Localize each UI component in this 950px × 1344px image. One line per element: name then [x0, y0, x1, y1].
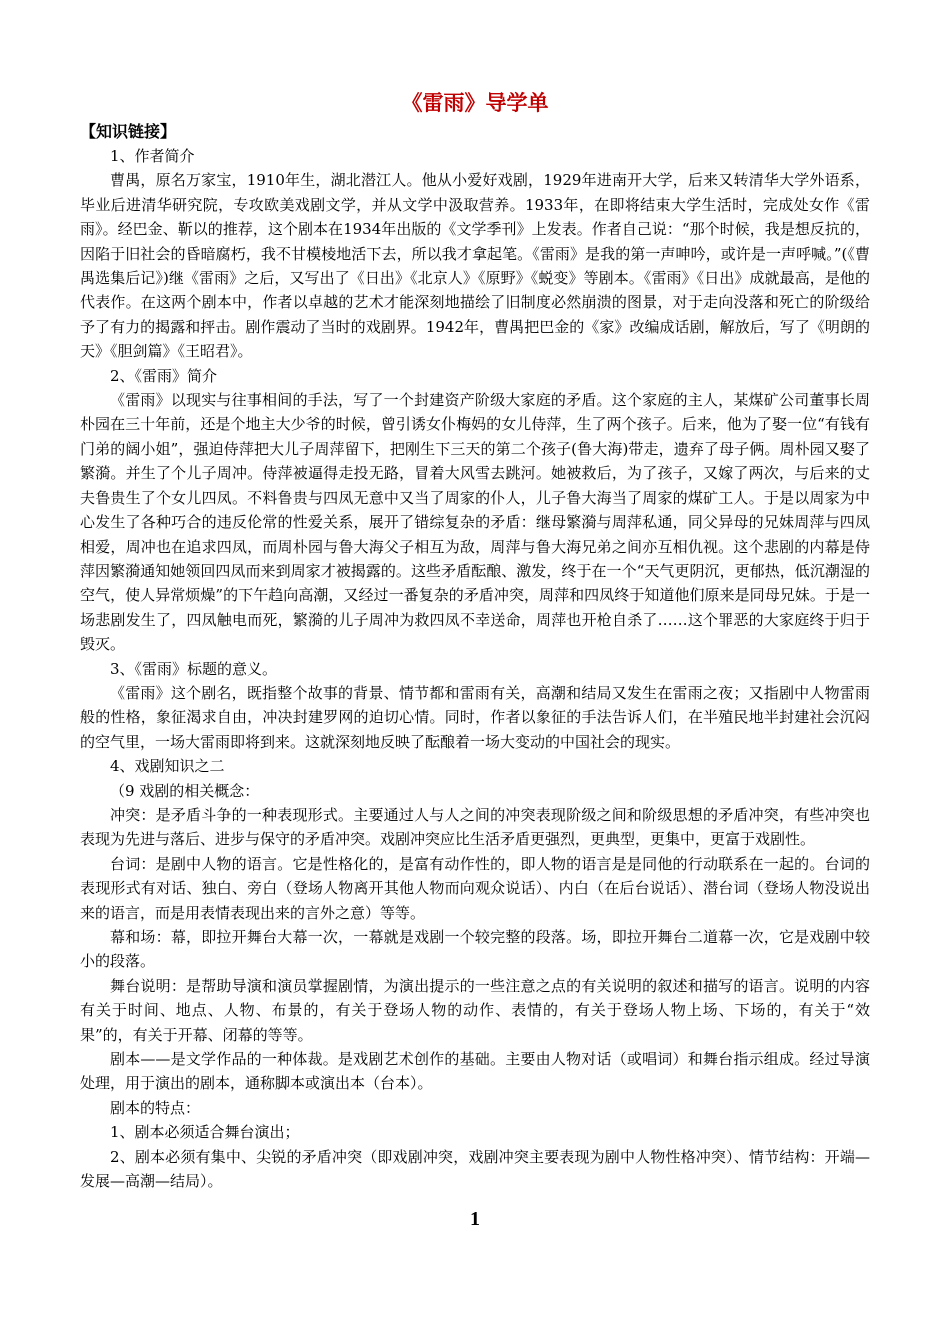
subheading-script-features: 剧本的特点： [110, 1098, 201, 1117]
list-item-feature-2: 2、剧本必须有集中、尖锐的矛盾冲突（即戏剧冲突，戏剧冲突主要表现为剧中人物性格冲突）、情节结构：开端—发展—高潮—结局）。 [80, 1147, 870, 1191]
subheading-drama-knowledge: 4、戏剧知识之二 [110, 757, 225, 776]
paragraph-acts-scenes: 幕和场：幕，即拉开舞台大幕一次，一幕就是戏剧一个较完整的段落。场，即拉开舞台二道幕一次，它是戏剧中较小的段落。 [80, 928, 870, 971]
paragraph-stage-directions: 舞台说明：是帮助导演和演员掌握剧情，为演出提示的一些注意之点的有关说明的叙述和描写的语言。说明的内容有关于时间、地点、人物、布景的，有关于登场人物的动作、表情的，有关于登场人物上场、下场的，有关于“效果”的，有关于开幕、闭幕的等等。 [80, 976, 870, 1044]
paragraph-conflict: 冲突：是矛盾斗争的一种表现形式。主要通过人与人之间的冲突表现阶级之间和阶级思想的矛盾冲突，有些冲突也表现为先进与落后、进步与保守的矛盾冲突。戏剧冲突应比生活矛盾更强烈，更典型，更集中，更富于戏剧性。 [80, 805, 870, 849]
page-number: 1 [470, 1208, 480, 1230]
subheading-author: 1、作者简介 [110, 147, 195, 165]
paragraph-author-intro: 曹禺，原名万家宝，1910年生，湖北潜江人。他从小爱好戏剧，1929年进南开大学，后来又转清华大学外语系，毕业后进清华研究院，专攻欧美戏剧文学，并从文学中汲取营养。1933年，在即将结束大学生活时，完成处女作《雷雨》。经巴金、靳以的推荐，这个剧本在1934年出版的《文学季刊》上发表。作者自己说：“那个时候，我是想反抗的，因陷于旧社会的昏暗腐朽，我不甘模棱地活下去，所以我才拿起笔。《雷雨》是我的第一声呻吟，或许是一声呼喊。”(《曹禺选集后记》)继《雷雨》之后，又写出了《日出》《北京人》《原野》《蜕变》等剧本。《雷雨》《日出》成就最高，是他的代表作。在这两个剧本中，作者以卓越的艺术才能深刻地描绘了旧制度必然崩溃的图景，对于走向没落和死亡的阶级给予了有力的揭露和抨击。剧作震动了当时的戏剧界。1942年，曹禺把巴金的《家》改编成话剧，解放后，写了《明朗的天》《胆剑篇》《王昭君》。 [80, 171, 870, 361]
paragraph-lines: 台词：是剧中人物的语言。它是性格化的，是富有动作性的，即人物的语言是是同他的行动联系在一起的。台词的表现形式有对话、独白、旁白（登场人物离开其他人物而向观众说话）、内白（在后台说话）、潜台词（登场人物没说出来的语言，而是用表情表现出来的言外之意）等等。 [80, 854, 870, 922]
document-page [80, 88, 870, 1193]
paragraph-play-intro: 《雷雨》以现实与往事相间的手法，写了一个封建资产阶级大家庭的矛盾。这个家庭的主人，某煤矿公司董事长周朴园在三十年前，还是个地主大少爷的时候，曾引诱女仆梅妈的女儿侍萍，生了两个孩子。后来，他为了娶一位“有钱有门弟的阔小姐”，强迫侍萍把大儿子周萍留下，把刚生下三天的第二个孩子(鲁大海)带走，遗弃了母子俩。周朴园又娶了繁漪。并生了个儿子周冲。侍萍被逼得走投无路，冒着大风雪去跳河。她被救后，为了孩子，又嫁了两次，与后来的丈夫鲁贵生了个女儿四凤。不料鲁贵与四凤无意中又当了周家的仆人，儿子鲁大海当了周家的煤矿工人。于是以周家为中心发生了各种巧合的违反伦常的性爱关系，展开了错综复杂的矛盾：继母繁漪与周萍私通，同父异母的兄妹周萍与四凤相爱，周冲也在追求四凤，而周朴园与鲁大海父子相互为敌，周萍与鲁大海兄弟之间亦互相仇视。这个悲剧的内幕是侍萍因繁漪通知她领回四凤而来到周家才被揭露的。这些矛盾酝酿、激发，终于在一个“天气更阴沉，更郁热，低沉潮湿的空气，使人异常烦燥”的下午趋向高潮，又经过一番复杂的矛盾冲突，周萍和四凤终于知道他们原来是同母兄妹。于是一场悲剧发生了，四凤触电而死，繁漪的儿子周冲为救四凤不幸送命，周萍也开枪自杀了……这个罪恶的大家庭终于归于毁灭。 [80, 391, 870, 654]
document-title: 《雷雨》导学单 [401, 90, 549, 115]
subheading-related-concepts: （9 戏剧的相关概念： [110, 781, 260, 800]
paragraph-script: 剧本——是文学作品的一种体裁。是戏剧艺术创作的基础。主要由人物对话（或唱词）和舞台指示组成。经过导演处理，用于演出的剧本，通称脚本或演出本（台本）。 [80, 1050, 870, 1093]
subheading-play: 2、《雷雨》简介 [110, 366, 218, 385]
subheading-title-meaning: 3、《雷雨》标题的意义。 [110, 659, 278, 678]
list-item-feature-1: 1、剧本必须适合舞台演出； [110, 1123, 300, 1142]
paragraph-title-meaning: 《雷雨》这个剧名，既指整个故事的背景、情节都和雷雨有关，高潮和结局又发生在雷雨之夜；又指剧中人物雷雨般的性格，象征渴求自由，冲决封建罗网的迫切心情。同时，作者以象征的手法告诉人们，在半殖民地半封建社会沉闷的空气里，一场大雷雨即将到来。这就深刻地反映了酝酿着一场大变动的中国社会的现实。 [80, 683, 870, 751]
section-heading: 【知识链接】 [80, 122, 177, 141]
